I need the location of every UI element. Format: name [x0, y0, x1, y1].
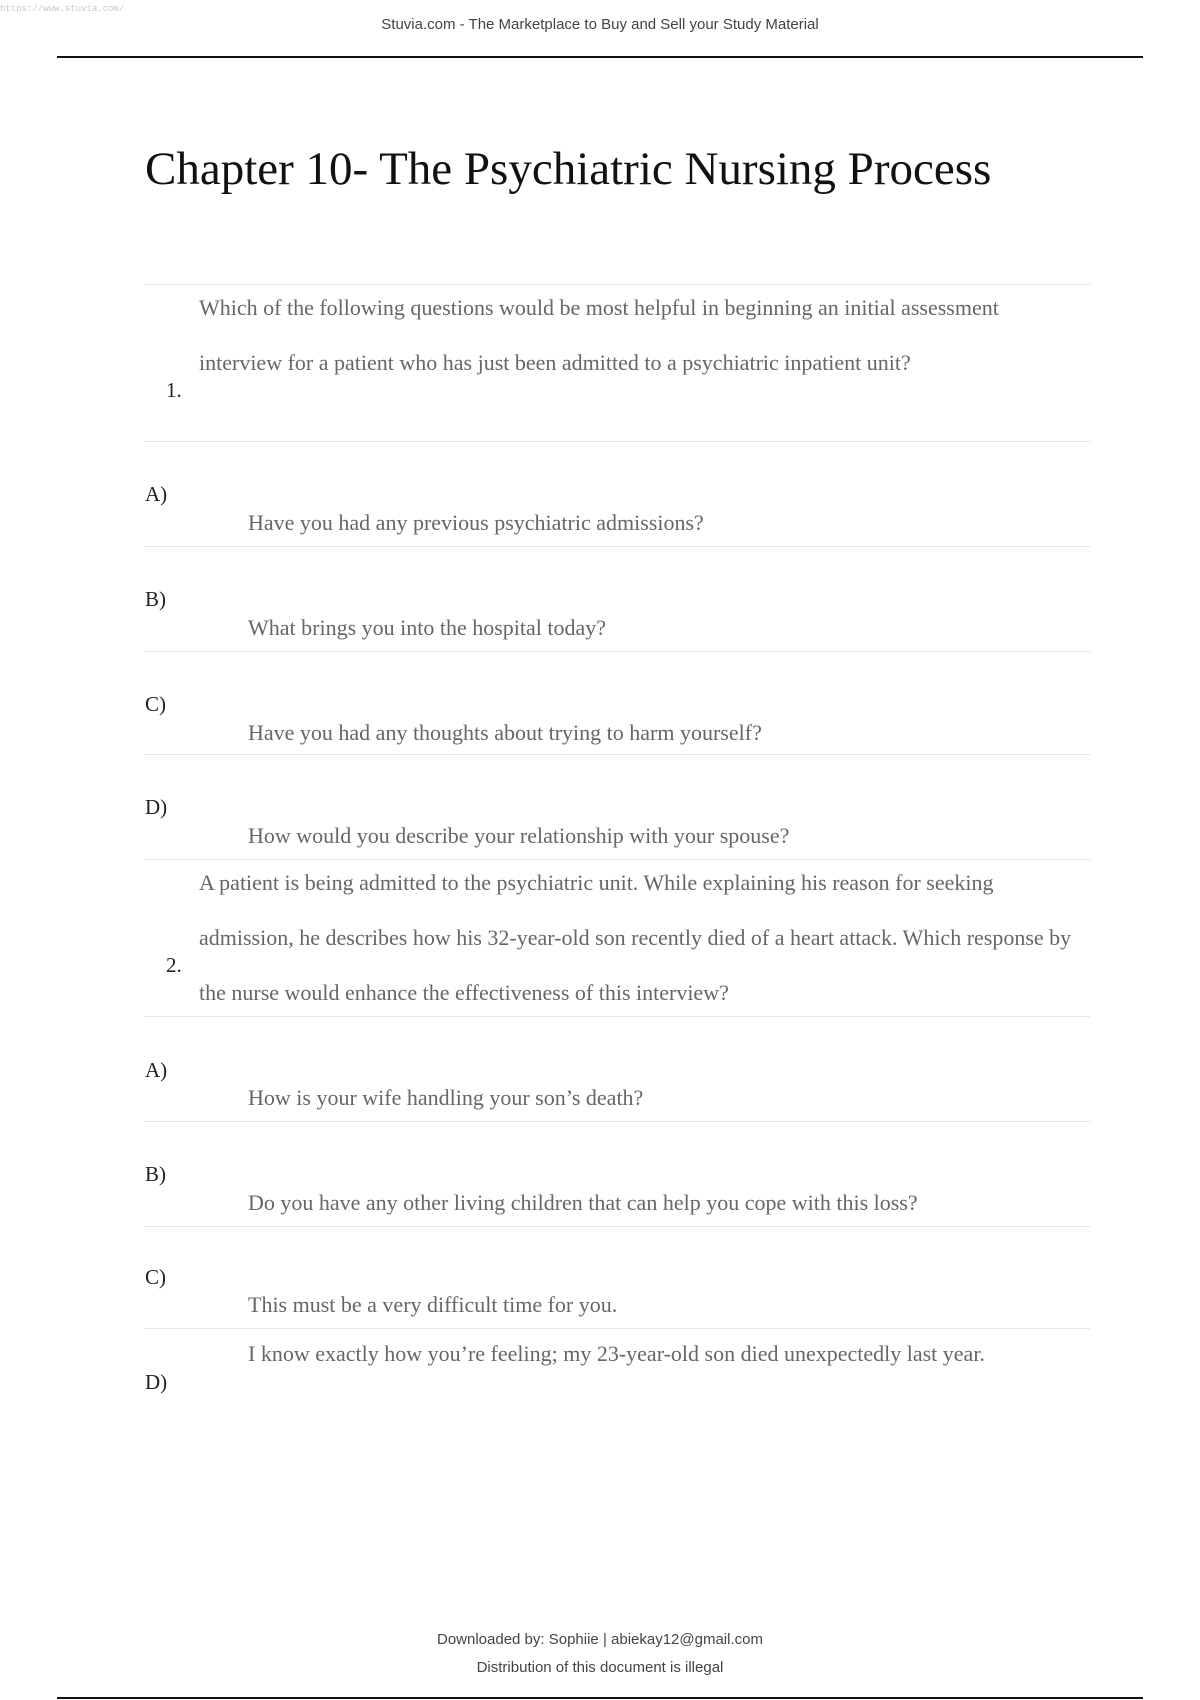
page-title: Chapter 10- The Psychiatric Nursing Process	[145, 143, 992, 195]
divider	[145, 1121, 1090, 1122]
question-text: Which of the following questions would be most helpful in beginning an initial assessment interview for a patient who has just been admitted to a psychiatric inpatient unit?	[199, 295, 999, 375]
option-text: I know exactly how you’re feeling; my 23-year-old son died unexpectedly last year.	[248, 1341, 985, 1366]
option-text: Have you had any previous psychiatric admissions?	[248, 510, 704, 535]
download-info: Downloaded by: Sophiie | abiekay12@gmail.com	[437, 1631, 763, 1648]
source-url: https://www.stuvia.com/	[0, 4, 125, 14]
option-letter: A)	[145, 482, 168, 506]
option-text: How is your wife handling your son’s death?	[248, 1085, 644, 1110]
divider	[145, 651, 1090, 652]
option-text: This must be a very difficult time for you.	[248, 1292, 618, 1317]
divider	[145, 441, 1090, 442]
divider	[145, 546, 1090, 547]
option-letter: C)	[145, 1265, 166, 1289]
option-text: How would you describe your relationship with your spouse?	[248, 823, 790, 848]
option-letter: C)	[145, 692, 166, 716]
divider	[145, 1016, 1090, 1017]
question-text: A patient is being admitted to the psychiatric unit. While explaining his reason for seeking admission, he describes how his 32-year-old son recently died of a heart attack. Which response by the nurse would enhance the effectiveness of this interview?	[199, 870, 1072, 1005]
question-number: 1.	[166, 378, 182, 402]
distribution-notice: Distribution of this document is illegal	[476, 1659, 724, 1676]
option-letter: D)	[145, 795, 168, 819]
option-letter: A)	[145, 1058, 168, 1082]
option-letter: B)	[145, 587, 166, 611]
divider	[145, 754, 1090, 755]
divider	[145, 1226, 1090, 1227]
option-text: What brings you into the hospital today?	[248, 615, 607, 640]
option-text: Do you have any other living children that can help you cope with this loss?	[248, 1190, 918, 1215]
header-divider	[57, 56, 1143, 58]
option-text: Have you had any thoughts about trying to harm yourself?	[248, 720, 762, 745]
footer-divider	[57, 1697, 1143, 1699]
option-letter: D)	[145, 1370, 168, 1394]
question-number: 2.	[166, 953, 182, 977]
site-header: Stuvia.com - The Marketplace to Buy and Sell your Study Material	[381, 16, 819, 33]
option-letter: B)	[145, 1162, 166, 1186]
